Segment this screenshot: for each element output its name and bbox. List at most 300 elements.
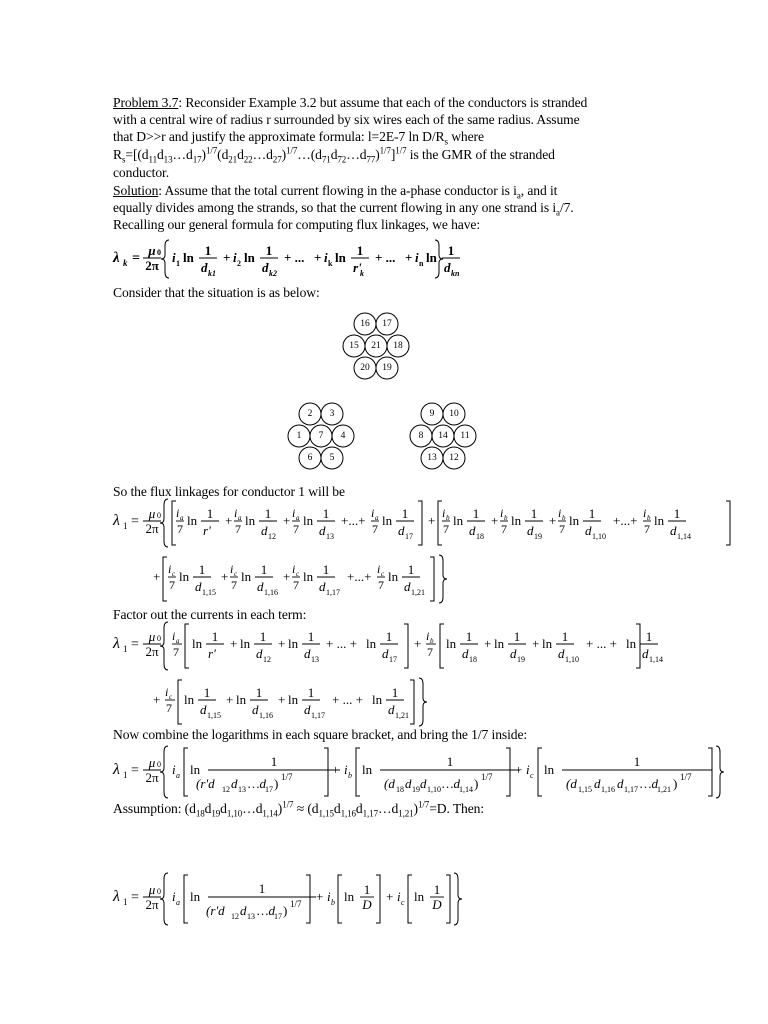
denominator: D xyxy=(432,897,442,912)
superscript: 1/7 xyxy=(481,772,493,782)
numerator: 1 xyxy=(407,562,415,577)
denominator: d xyxy=(642,646,649,661)
left-square-bracket xyxy=(408,875,412,923)
denominator: d xyxy=(261,523,268,538)
subscript: b xyxy=(430,637,434,645)
superscript: 1/7 xyxy=(680,772,692,782)
ln: ln xyxy=(184,692,195,707)
subscript: 1,15 xyxy=(578,785,592,794)
numerator: 1 xyxy=(561,629,569,644)
plus: + xyxy=(484,636,492,651)
current: i xyxy=(558,506,562,520)
subscript: b xyxy=(647,514,651,522)
right-square-bracket xyxy=(446,875,450,923)
ln: ln xyxy=(192,636,203,651)
denominator: d xyxy=(585,523,592,538)
current: i xyxy=(172,250,176,265)
denominator: 2π xyxy=(145,897,159,912)
right-square-bracket xyxy=(410,680,414,724)
ln: ln xyxy=(344,889,355,904)
subscript: 1,16 xyxy=(601,785,615,794)
strand-label: 10 xyxy=(449,409,459,419)
right-curly-brace xyxy=(454,873,462,925)
equals: = xyxy=(132,251,140,266)
subscript: k xyxy=(360,269,364,278)
plus: + xyxy=(225,513,233,528)
ln: ln xyxy=(303,569,314,584)
current: i xyxy=(526,762,530,777)
ln: ln xyxy=(241,569,252,584)
numerator: 1 xyxy=(206,506,214,521)
plus: + xyxy=(278,636,286,651)
seven: 7 xyxy=(644,522,650,536)
plus: + xyxy=(314,250,322,265)
denominator: d xyxy=(617,776,624,791)
numerator: 1 xyxy=(633,754,641,769)
ln: ln xyxy=(511,513,522,528)
ellipsis: + ... + xyxy=(332,692,363,707)
numerator: 1 xyxy=(401,506,409,521)
left-square-bracket xyxy=(185,624,189,668)
subscript: 1,21 xyxy=(657,785,671,794)
seven: 7 xyxy=(293,578,299,592)
right-square-bracket xyxy=(726,501,730,545)
left-square-bracket xyxy=(184,748,188,796)
current: i xyxy=(168,562,172,576)
current: i xyxy=(233,250,237,265)
strand-label: 6 xyxy=(307,453,313,463)
left-curly-brace xyxy=(160,622,168,670)
denominator: d xyxy=(262,260,269,275)
ln: ln xyxy=(626,636,637,651)
subscript: 17 xyxy=(274,912,282,921)
subscript: b xyxy=(562,514,566,522)
current: i xyxy=(377,562,381,576)
ellipsis: +...+ xyxy=(613,513,638,528)
denominator: r' xyxy=(203,523,211,538)
numerator: 1 xyxy=(447,243,455,258)
ln: ln xyxy=(190,762,201,777)
left-square-bracket xyxy=(163,557,167,601)
denominator: d xyxy=(319,579,326,594)
right-square-bracket xyxy=(376,875,380,923)
plus: + xyxy=(230,636,238,651)
paren: ) xyxy=(283,903,288,918)
denominator: d xyxy=(510,646,517,661)
subscript: 1,14 xyxy=(677,532,691,541)
left-square-bracket xyxy=(178,680,182,724)
right-square-bracket xyxy=(506,748,510,796)
denominator: d xyxy=(382,646,389,661)
left-square-bracket xyxy=(184,875,188,923)
current: i xyxy=(344,762,348,777)
plus: + xyxy=(153,569,161,584)
current: i xyxy=(165,685,169,699)
strand-label: 2 xyxy=(307,409,313,419)
factor-text: Factor out the currents in each term: xyxy=(113,607,307,622)
right-square-bracket xyxy=(708,748,712,796)
ln: ln xyxy=(240,636,251,651)
current: i xyxy=(643,506,647,520)
equals: = xyxy=(131,637,139,652)
numerator: 1 xyxy=(270,754,278,769)
subscript: c xyxy=(296,570,300,578)
subscript: 1,10 xyxy=(592,532,606,541)
lambda: λ xyxy=(113,761,120,778)
solution-line-3: Recalling our general formula for computing flux linkages, we have: xyxy=(113,217,481,232)
seven: 7 xyxy=(443,522,449,536)
denominator: r' xyxy=(208,646,216,661)
current: i xyxy=(172,762,176,777)
ln: ln xyxy=(187,513,198,528)
subscript: 18 xyxy=(469,655,477,664)
subscript: c xyxy=(530,771,534,780)
plus: + xyxy=(226,692,234,707)
ln: ln xyxy=(654,513,665,528)
subscript: b xyxy=(348,771,352,780)
denominator: (r'd xyxy=(206,903,225,918)
numerator: 1 xyxy=(203,685,211,700)
denominator: …d xyxy=(442,776,461,791)
current: i xyxy=(442,506,446,520)
subscript: 1,14 xyxy=(459,785,473,794)
numerator: 1 xyxy=(259,629,267,644)
equals: = xyxy=(131,763,139,778)
ln: ln xyxy=(236,692,247,707)
equals: = xyxy=(131,514,139,529)
ln: ln xyxy=(388,569,399,584)
ln: ln xyxy=(288,636,299,651)
right-curly-brace xyxy=(716,746,724,798)
denominator: d xyxy=(594,776,601,791)
numerator: 1 xyxy=(645,629,653,644)
strand-label: 3 xyxy=(329,409,335,419)
subscript: 19 xyxy=(534,532,542,541)
right-curly-brace xyxy=(439,555,447,603)
subscript: 1 xyxy=(176,259,180,268)
subscript: a xyxy=(180,514,184,522)
plus: + xyxy=(221,569,229,584)
numerator: 1 xyxy=(322,562,330,577)
denominator: d xyxy=(304,646,311,661)
subscript: 18 xyxy=(476,532,484,541)
seven: 7 xyxy=(372,522,378,536)
denominator: d xyxy=(195,579,202,594)
plus: + xyxy=(386,889,394,904)
plus: + xyxy=(428,513,436,528)
plus: + xyxy=(405,250,413,265)
numerator: 1 xyxy=(391,685,399,700)
right-square-bracket xyxy=(636,624,640,668)
strand-label: 11 xyxy=(460,431,470,441)
current: i xyxy=(230,562,234,576)
denominator: d xyxy=(398,523,405,538)
subscript: 1 xyxy=(123,521,128,531)
denominator: d xyxy=(420,776,427,791)
right-square-bracket xyxy=(404,624,408,668)
subscript: c xyxy=(381,570,385,578)
plus: + xyxy=(316,889,324,904)
subscript: k xyxy=(328,259,333,268)
denominator: r' xyxy=(353,260,362,275)
subscript: k1 xyxy=(208,269,216,278)
subscript: 1 xyxy=(123,644,128,654)
seven: 7 xyxy=(169,578,175,592)
denominator: d xyxy=(444,260,451,275)
plus: + xyxy=(332,762,340,777)
right-square-bracket xyxy=(430,557,434,601)
subscript: 13 xyxy=(238,785,246,794)
subscript: 13 xyxy=(311,655,319,664)
subscript: 1,21 xyxy=(395,711,409,720)
strand-label: 15 xyxy=(349,341,359,351)
problem-label: Problem 3.7 xyxy=(113,95,179,110)
subscript: 17 xyxy=(389,655,397,664)
subscript: 1,15 xyxy=(207,711,221,720)
right-curly-brace xyxy=(419,678,427,726)
ln: ln xyxy=(453,513,464,528)
strand-label: 13 xyxy=(427,453,437,463)
subscript: b xyxy=(504,514,508,522)
numerator: 1 xyxy=(264,506,272,521)
current: i xyxy=(176,506,180,520)
ln: ln xyxy=(494,636,505,651)
subscript: 12 xyxy=(222,785,230,794)
subscript: 17 xyxy=(265,785,273,794)
subscript: 1 xyxy=(123,770,128,780)
numerator: 1 xyxy=(673,506,681,521)
denominator: d xyxy=(405,776,412,791)
subscript: b xyxy=(331,898,335,907)
current: i xyxy=(292,506,296,520)
right-square-bracket xyxy=(418,501,422,545)
numerator: 1 xyxy=(307,629,315,644)
subscript: 17 xyxy=(405,532,413,541)
subscript: 0 xyxy=(157,760,161,769)
denominator: d xyxy=(388,702,395,717)
ln: ln xyxy=(183,250,194,265)
subscript: a xyxy=(176,771,180,780)
numerator: 1 xyxy=(260,562,268,577)
problem-line-1: Problem 3.7: Reconsider Example 3.2 but assume that each of the conductors is stranded xyxy=(113,95,588,110)
ln: ln xyxy=(303,513,314,528)
subscript: k2 xyxy=(269,269,277,278)
left-curly-brace xyxy=(160,873,168,925)
numerator: 1 xyxy=(465,629,473,644)
current: i xyxy=(172,629,176,643)
subscript: c xyxy=(234,570,238,578)
subscript: a xyxy=(375,514,379,522)
subscript: 1,10 xyxy=(565,655,579,664)
subscript: 1,14 xyxy=(649,655,663,664)
denominator: d xyxy=(231,776,238,791)
ln: ln xyxy=(569,513,580,528)
denominator: D xyxy=(362,897,372,912)
denominator: 2π xyxy=(145,644,159,659)
paren: ) xyxy=(673,776,678,791)
numerator: μ xyxy=(148,243,156,258)
ln: ln xyxy=(366,636,377,651)
left-curly-brace xyxy=(160,499,168,547)
subscript: c xyxy=(172,570,176,578)
seven: 7 xyxy=(177,522,183,536)
subscript: 19 xyxy=(412,785,420,794)
seven: 7 xyxy=(231,578,237,592)
subscript: k xyxy=(123,258,128,268)
subscript: 1,16 xyxy=(259,711,273,720)
numerator: 1 xyxy=(265,243,273,258)
numerator: 1 xyxy=(446,754,454,769)
paren: ) xyxy=(274,776,279,791)
superscript: 1/7 xyxy=(281,772,293,782)
ln: ln xyxy=(372,692,383,707)
plus: + xyxy=(549,513,557,528)
numerator: 1 xyxy=(307,685,315,700)
numerator: 1 xyxy=(258,881,266,896)
denominator: d xyxy=(200,702,207,717)
lambda: λ xyxy=(113,888,120,905)
subscript: 1,17 xyxy=(326,588,340,597)
denominator: (d xyxy=(384,776,395,791)
denominator: …d xyxy=(640,776,659,791)
denominator: d xyxy=(469,523,476,538)
subscript: 2 xyxy=(237,259,241,268)
left-curly-brace xyxy=(161,240,169,278)
ellipsis: + ... xyxy=(284,250,305,265)
subscript: 1,10 xyxy=(427,785,441,794)
problem-line-3: that D>>r and justify the approximate formula: l=2E-7 $\ln D/R_s$ where xyxy=(113,129,484,147)
denominator: d xyxy=(304,702,311,717)
current: i xyxy=(234,506,238,520)
subscript: 0 xyxy=(157,248,161,257)
so-flux-text: So the flux linkages for conductor 1 will be xyxy=(113,484,345,499)
subscript: 18 xyxy=(396,785,404,794)
denominator: 2π xyxy=(145,258,159,273)
right-square-bracket xyxy=(306,875,310,923)
strand-label: 4 xyxy=(340,431,346,441)
numerator: 1 xyxy=(363,882,371,897)
strand-label: 16 xyxy=(360,319,370,329)
current: i xyxy=(327,889,331,904)
ellipsis: +...+ xyxy=(341,513,366,528)
plus: + xyxy=(223,250,231,265)
denominator: d xyxy=(240,903,247,918)
numerator: 1 xyxy=(322,506,330,521)
denominator: 2π xyxy=(145,521,159,536)
denominator: (d xyxy=(566,776,577,791)
current: i xyxy=(397,889,401,904)
ellipsis: +...+ xyxy=(347,569,372,584)
seven: 7 xyxy=(173,645,179,659)
left-square-bracket xyxy=(356,748,360,796)
denominator: d xyxy=(404,579,411,594)
seven: 7 xyxy=(559,522,565,536)
subscript: 1,16 xyxy=(264,588,278,597)
numerator: μ xyxy=(148,506,156,521)
numerator: μ xyxy=(148,882,156,897)
ln: ln xyxy=(335,250,346,265)
subscript: n xyxy=(419,259,424,268)
denominator: d xyxy=(462,646,469,661)
numerator: μ xyxy=(148,755,156,770)
seven: 7 xyxy=(166,701,172,715)
superscript: 1/7 xyxy=(290,899,302,909)
left-square-bracket xyxy=(338,875,342,923)
subscript: 19 xyxy=(517,655,525,664)
subscript: 1,17 xyxy=(311,711,325,720)
ln: ln xyxy=(414,889,425,904)
subscript: 1 xyxy=(123,897,128,907)
solution-line-1: Solution: Assume that the total current flowing in the a-phase conductor is $i_a$, and it xyxy=(113,183,558,201)
strand-label: 18 xyxy=(393,341,403,351)
combine-text: Now combine the logarithms in each square bracket, and bring the 1/7 inside: xyxy=(113,727,528,742)
equals: = xyxy=(131,890,139,905)
strand-label: 12 xyxy=(449,453,459,463)
solution-label: Solution xyxy=(113,183,159,198)
plus: + xyxy=(278,692,286,707)
problem-line-4: $R_s=[(d_{11}d_{13}\dots d_{17})^{1/7}(d_{21}d_{22}\dots d_{27})^{1/7}\dots(d_{71}d_{72}\dots d_{77})^{1/7}]^{1/7}$ is the GMR of the stranded xyxy=(113,145,555,165)
subscript: 1,17 xyxy=(624,785,638,794)
numerator: 1 xyxy=(204,243,212,258)
current: i xyxy=(371,506,375,520)
ln: ln xyxy=(362,762,373,777)
lambda: λ xyxy=(113,250,120,266)
lambda: λ xyxy=(113,635,120,652)
numerator: 1 xyxy=(211,629,219,644)
denominator: d xyxy=(257,579,264,594)
numerator: 1 xyxy=(472,506,480,521)
denominator: d xyxy=(252,702,259,717)
numerator: 1 xyxy=(385,629,393,644)
numerator: 1 xyxy=(356,243,364,258)
denominator: d xyxy=(256,646,263,661)
subscript: kn xyxy=(451,269,460,278)
subscript: 1,21 xyxy=(411,588,425,597)
left-square-bracket xyxy=(440,624,444,668)
denominator: d xyxy=(527,523,534,538)
strand-label: 5 xyxy=(329,453,335,463)
strand-label: 19 xyxy=(382,363,392,373)
left-square-bracket xyxy=(538,748,542,796)
plus: + xyxy=(532,636,540,651)
ellipsis: + ... + xyxy=(326,636,357,651)
subscript: 12 xyxy=(263,655,271,664)
ln: ln xyxy=(190,889,201,904)
subscript: a xyxy=(238,514,242,522)
assumption-text: Assumption: $(d_{18}d_{19}d_{1,10}\dots d_{1,14})^{1/7}$ ≈ $(d_{1,15}d_{1,16}d_{1,17}\dots d_{1,21})^{1/7}=D$. Then: xyxy=(113,799,485,819)
strand-label: 14 xyxy=(438,431,448,441)
subscript: a xyxy=(176,898,180,907)
denominator: d xyxy=(201,260,208,275)
current: i xyxy=(324,250,328,265)
plus: + xyxy=(491,513,499,528)
ln: ln xyxy=(544,762,555,777)
right-square-bracket xyxy=(324,748,328,796)
problem-line-5: conductor. xyxy=(113,165,170,180)
consider-text: Consider that the situation is as below: xyxy=(113,285,320,300)
current: i xyxy=(415,250,419,265)
ln: ln xyxy=(446,636,457,651)
strand-label: 21 xyxy=(371,341,381,351)
numerator: 1 xyxy=(255,685,263,700)
ln: ln xyxy=(179,569,190,584)
strand-label: 9 xyxy=(429,409,435,419)
seven: 7 xyxy=(501,522,507,536)
plus: + xyxy=(283,569,291,584)
strand-label: 8 xyxy=(418,431,424,441)
subscript: 1,15 xyxy=(202,588,216,597)
subscript: 12 xyxy=(231,912,239,921)
